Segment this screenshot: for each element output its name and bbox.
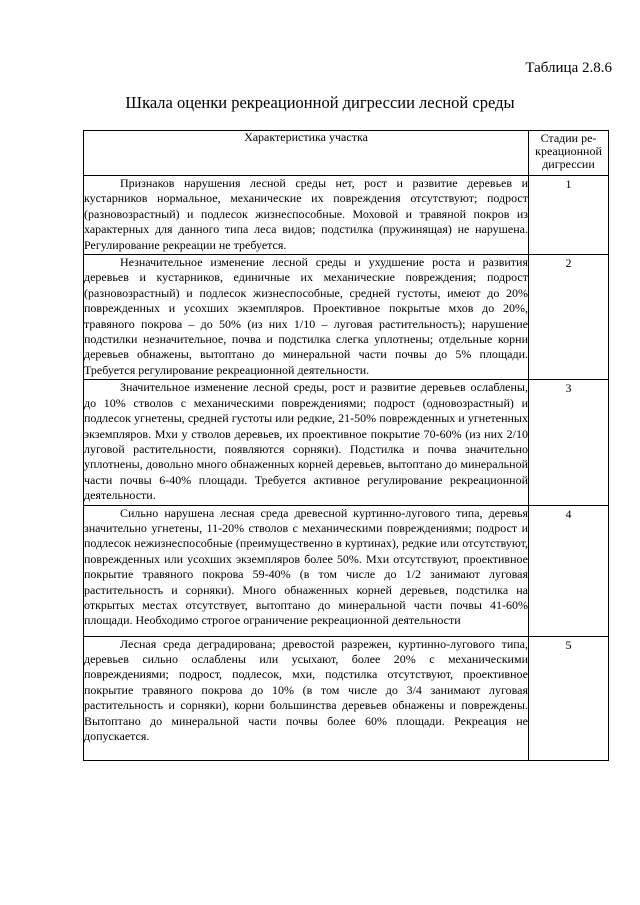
- table-row: [84, 176, 609, 255]
- header-stage-line: Стадии ре-: [540, 131, 597, 145]
- table-row: [84, 636, 609, 760]
- row-characteristic: [84, 380, 529, 505]
- row-characteristic: [84, 255, 529, 380]
- header-characteristic: Характеристика участка: [84, 131, 529, 176]
- row-stage: 1: [529, 176, 609, 255]
- header-stage: [529, 131, 609, 176]
- row-characteristic: [84, 505, 529, 636]
- header-stage-line: креационной: [535, 144, 602, 158]
- header-row: [84, 131, 609, 176]
- header-stage-line: дигрессии: [542, 157, 595, 171]
- row-text: Лесная среда деградирована; древостой разрежен, куртинно-лугового типа, деревьев сильно ослаблены или усыхают, более 20% с механическими повреждениями; подрост, подлесок, мхи, подстилка отсутствуют, проективное покрытие травяного покрова до 10% (в том числе до 3/4 занимают луговая растительность и сорняки), корни большинства деревьев обнажены и повреждены. Вытоптано до минеральной части почвы более 60% площади. Рекреация не допускается.: [84, 636, 528, 743]
- row-stage: 2: [529, 255, 609, 380]
- table-caption: Таблица 2.8.6: [525, 60, 612, 76]
- row-text: Сильно нарушена лесная среда древесной куртинно-лугового типа, деревья значительно угнетены, 11-20% стволов с механическими повреждениями; подрост и подлесок нежизнеспособные (преимущественно в куртинах), редкие или отсутствуют, поврежденных или усохших экземпляров более 50%. Мхи отсутствуют, проективное покрытие травяного покрова 59-40% (в том числе до 1/2 занимают луговая растительность и сорняки). Много обнаженных корней деревьев, подстилка на открытых местах отсутствует, вытоптано до минеральной части почвы 41-60% площади. Необходимо строгое ограничение рекреационной деятельности: [84, 505, 528, 628]
- recreational-digression-table: [83, 130, 609, 761]
- row-stage: 5: [529, 636, 609, 760]
- row-stage: 3: [529, 380, 609, 505]
- row-stage: 4: [529, 505, 609, 636]
- table-title: Шкала оценки рекреационной дигрессии лесной среды: [125, 93, 515, 112]
- row-text: Значительное изменение лесной среды, рост и развитие деревьев ослаблены, до 10% стволов с механическими повреждениями; подрост (одновозрастный) и подлесок угнетены, средней густоты или редкие, 21-50% поврежденных и угнетенных экземпляров. Мхи у стволов деревьев, их проективное покрытие 70-60% (из них 2/10 луговой растительности, появляются сорняки). Подстилка и почва значительно уплотнены, довольно много обнаженных корней деревьев, вытоптано до минеральной части почвы 6-40% площади. Требуется активное регулирование рекреационной деятельности.: [84, 380, 528, 503]
- row-characteristic: [84, 176, 529, 255]
- row-text: Незначительное изменение лесной среды и ухудшение роста и развития деревьев и кустарников, единичные их механические повреждения; подрост (разновозрастный) и подлесок жизнеспособные, средней густоты, имеют до 20% поврежденных и усохших экземпляров. Проективное покрытые мхов до 20%, травяного покрова – до 50% (из них 1/10 – луговая растительность); нарушение подстилки незначительное, почва и подстилка слегка уплотнены; отдельные корни деревьев обнажены, вытоптано до минеральной части почвы до 5% площади. Требуется регулирование рекреационной деятельности.: [84, 255, 528, 377]
- table-row: [84, 505, 609, 636]
- row-text: Признаков нарушения лесной среды нет, рост и развитие деревьев и кустарников нормальное, механические их повреждения отсутствуют; подрост (разновозрастный) и подлесок жизнеспособные. Моховой и травяной покров из характерных для данного типа леса видов; подстилка (пружинящая) не нарушена. Регулирование рекреации не требуется.: [84, 176, 528, 252]
- row-characteristic: [84, 636, 529, 760]
- table-row: [84, 380, 609, 505]
- table-row: [84, 255, 609, 380]
